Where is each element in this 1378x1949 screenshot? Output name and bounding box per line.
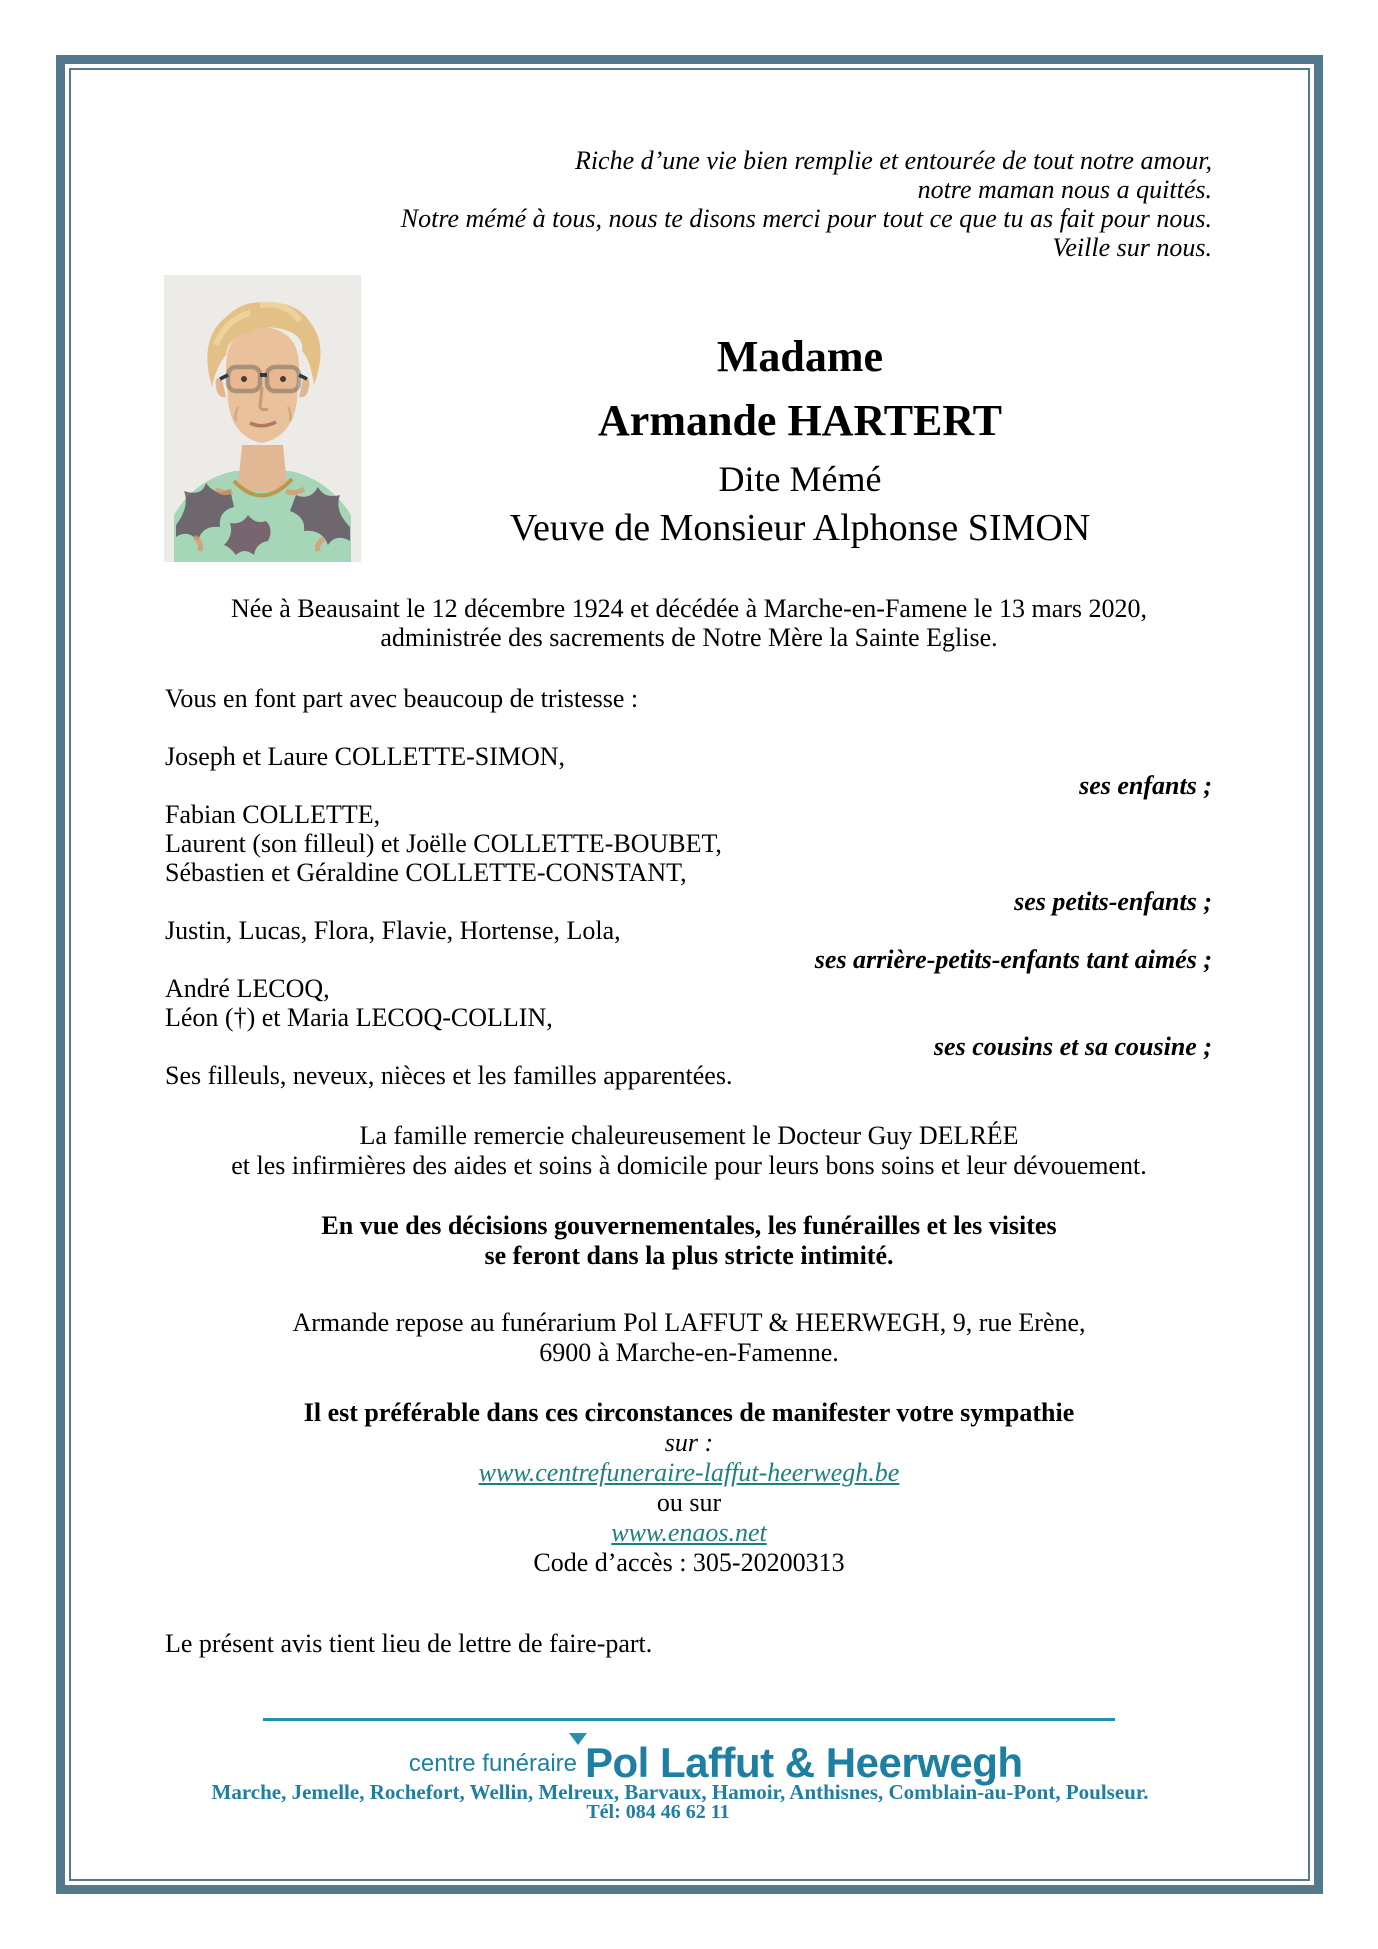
epigraph-line: notre maman nous a quittés. [917,175,1212,204]
family-name-line: Justin, Lucas, Flora, Flavie, Hortense, Lola, [165,916,621,945]
thanks-paragraph [60,1121,1318,1181]
epigraph [401,146,1212,262]
family-name-line: Léon (†) et Maria LECOQ-COLLIN, [165,1003,553,1032]
deceased-title: Madame [716,332,884,381]
family-name-line: Laurent (son filleul) et Joëlle COLLETTE-BOUBET, [165,829,722,858]
birth-death-dates [60,594,1318,652]
dates-line: Née à Beausaint le 12 décembre 1924 et décédée à Marche-en-Famene le 13 mars 2020, [230,594,1148,623]
family-blank-line [165,713,1212,742]
family-list [165,713,1212,1090]
funeral-home-cities: Marche, Jemelle, Rochefort, Wellin, Melreux, Barvaux, Hamoir, Anthisnes, Comblain-au-Pont, Poulseur. [211,1780,1149,1804]
epigraph-line: Veille sur nous. [1052,233,1212,262]
sympathy-heading: Il est préférable dans ces circonstances de manifester votre sympathie [303,1398,1075,1427]
thanks-line: La famille remercie chaleureusement le Docteur Guy DELRÉE [359,1121,1019,1150]
enaos-website-link[interactable]: www.enaos.net [611,1518,767,1547]
funeral-home-logo-name: Pol Laffut & Heerwegh [585,1739,1023,1786]
family-name-line: Fabian COLLETTE, [165,800,381,829]
deceased-widow-of: Veuve de Monsieur Alphonse SIMON [509,507,1091,549]
announcement-intro: Vous en font part avec beaucoup de tristesse : [165,684,639,713]
deceased-nickname: Dite Mémé [718,459,882,499]
family-relation-line: ses petits-enfants ; [1014,887,1212,916]
family-relation-line: ses cousins et sa cousine ; [933,1032,1212,1061]
funeral-notice [60,1211,1318,1271]
closing-line: Le présent avis tient lieu de lettre de faire-part. [165,1629,653,1658]
family-section [165,684,1212,1090]
family-name-line: Joseph et Laure COLLETTE-SIMON, [165,742,566,771]
sympathy-or: ou sur [656,1488,722,1517]
funeral-notice-line: se feront dans la plus stricte intimité. [484,1241,894,1270]
footer-divider-rule [263,1718,1115,1721]
repose-paragraph [60,1308,1318,1368]
family-name-line: André LECOQ, [165,974,330,1003]
family-relation-line: ses enfants ; [1079,771,1212,800]
epigraph-line: Notre mémé à tous, nous te disons merci pour tout ce que tu as fait pour nous. [400,204,1212,233]
repose-line: Armande repose au funérarium Pol LAFFUT & HEERWEGH, 9, rue Erène, [292,1308,1086,1337]
access-code: Code d’accès : 305-20200313 [533,1548,845,1577]
funeral-notice-line: En vue des décisions gouvernementales, les funérailles et les visites [321,1211,1057,1240]
funeral-home-logo-prefix: centre funéraire [408,1750,577,1777]
sympathy-section [60,1398,1318,1578]
family-relation-line: ses arrière-petits-enfants tant aimés ; [814,945,1212,974]
thanks-line: et les infirmières des aides et soins à domicile pour leurs bons soins et leur dévouement. [231,1151,1147,1180]
dates-line: administrée des sacrements de Notre Mère la Sainte Eglise. [380,623,998,652]
epigraph-line: Riche d’une vie bien remplie et entourée de tout notre amour, [574,146,1212,175]
deceased-name: Armande HARTERT [598,396,1002,445]
funeral-home-website-link[interactable]: www.centrefuneraire-laffut-heerwegh.be [478,1458,900,1487]
funeral-home-phone: Tél: 084 46 62 11 [586,1801,730,1823]
family-name-line: Sébastien et Géraldine COLLETTE-CONSTANT, [165,858,687,887]
sympathy-sur: sur : [664,1428,714,1457]
family-name-line: Ses filleuls, neveux, nièces et les familles apparentées. [165,1061,733,1090]
repose-line: 6900 à Marche-en-Famenne. [539,1338,839,1367]
